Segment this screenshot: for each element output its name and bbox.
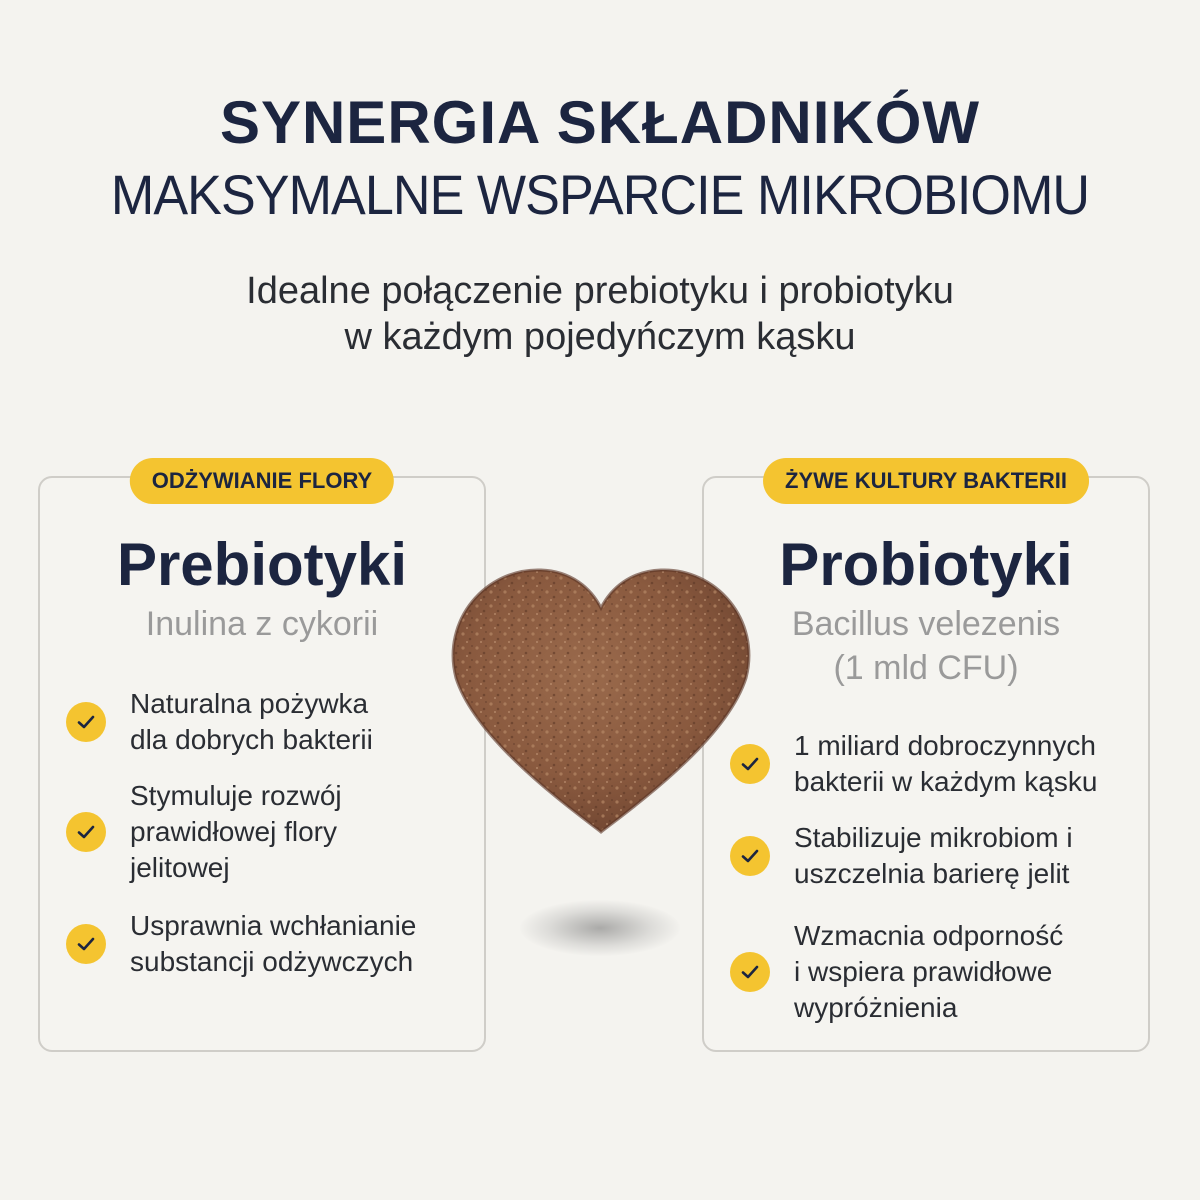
check-icon — [66, 702, 106, 742]
probiotics-subtitle — [704, 602, 1148, 690]
list-item-line: Naturalna pożywka — [130, 688, 369, 719]
probiotics-subtitle-line: (1 mld CFU) — [833, 649, 1019, 687]
list-item-line: Stymuluje rozwój — [130, 780, 342, 811]
list-item-line: jelitowej — [130, 852, 230, 883]
list-item-line: uszczelnia barierę jelit — [794, 858, 1070, 889]
list-item-line: Wzmacnia odporność — [794, 920, 1064, 951]
list-item-line: Usprawnia wchłanianie — [130, 910, 417, 941]
probiotics-subtitle-line: Bacillus velezenis — [791, 605, 1061, 643]
check-icon — [730, 836, 770, 876]
list-item-line: dla dobrych bakterii — [130, 724, 373, 755]
check-icon — [730, 952, 770, 992]
page-title: SYNERGIA SKŁADNIKÓW — [219, 89, 981, 156]
page-subtitle — [0, 268, 1200, 360]
list-item-text — [130, 686, 373, 758]
probiotics-card — [702, 468, 1150, 1052]
list-item-line: substancji odżywczych — [130, 946, 414, 977]
list-item — [66, 778, 476, 886]
list-item-line: prawidłowej flory — [130, 816, 337, 847]
probiotics-title: Probiotyki — [779, 531, 1073, 598]
prebiotics-card — [38, 468, 486, 1052]
list-item-text — [794, 918, 1063, 1026]
subtitle-line-2: w każdym pojedyńczym kąsku — [344, 316, 856, 358]
list-item-text — [794, 820, 1073, 892]
list-item-text — [130, 778, 342, 886]
probiotics-badge: ŻYWE KULTURY BAKTERII — [763, 458, 1089, 504]
list-item-line: Stabilizuje mikrobiom i — [794, 822, 1073, 853]
list-item-line: 1 miliard dobroczynnych — [794, 730, 1096, 761]
prebiotics-title: Prebiotyki — [116, 531, 408, 598]
prebiotics-subtitle — [40, 602, 484, 646]
check-icon — [66, 812, 106, 852]
list-item — [66, 908, 476, 980]
list-item-line: i wspiera prawidłowe — [794, 956, 1053, 987]
list-item-text — [130, 908, 416, 980]
heart-treat-image — [446, 560, 756, 840]
list-item — [730, 728, 1140, 800]
list-item — [66, 686, 476, 758]
list-item-line: bakterii w każdym kąsku — [794, 766, 1098, 797]
prebiotics-badge: ODŻYWIANIE FLORY — [130, 458, 394, 504]
page-headline: MAKSYMALNE WSPARCIE MIKROBIOMU — [110, 163, 1090, 226]
list-item-line: wypróżnienia — [794, 992, 958, 1023]
treat-shadow — [520, 900, 680, 956]
check-icon — [66, 924, 106, 964]
prebiotics-subtitle-line: Inulina z cykorii — [145, 605, 379, 643]
list-item — [730, 820, 1140, 892]
subtitle-line-1: Idealne połączenie prebiotyku i probiotyku — [246, 270, 954, 312]
list-item-text — [794, 728, 1097, 800]
list-item — [730, 918, 1140, 1026]
